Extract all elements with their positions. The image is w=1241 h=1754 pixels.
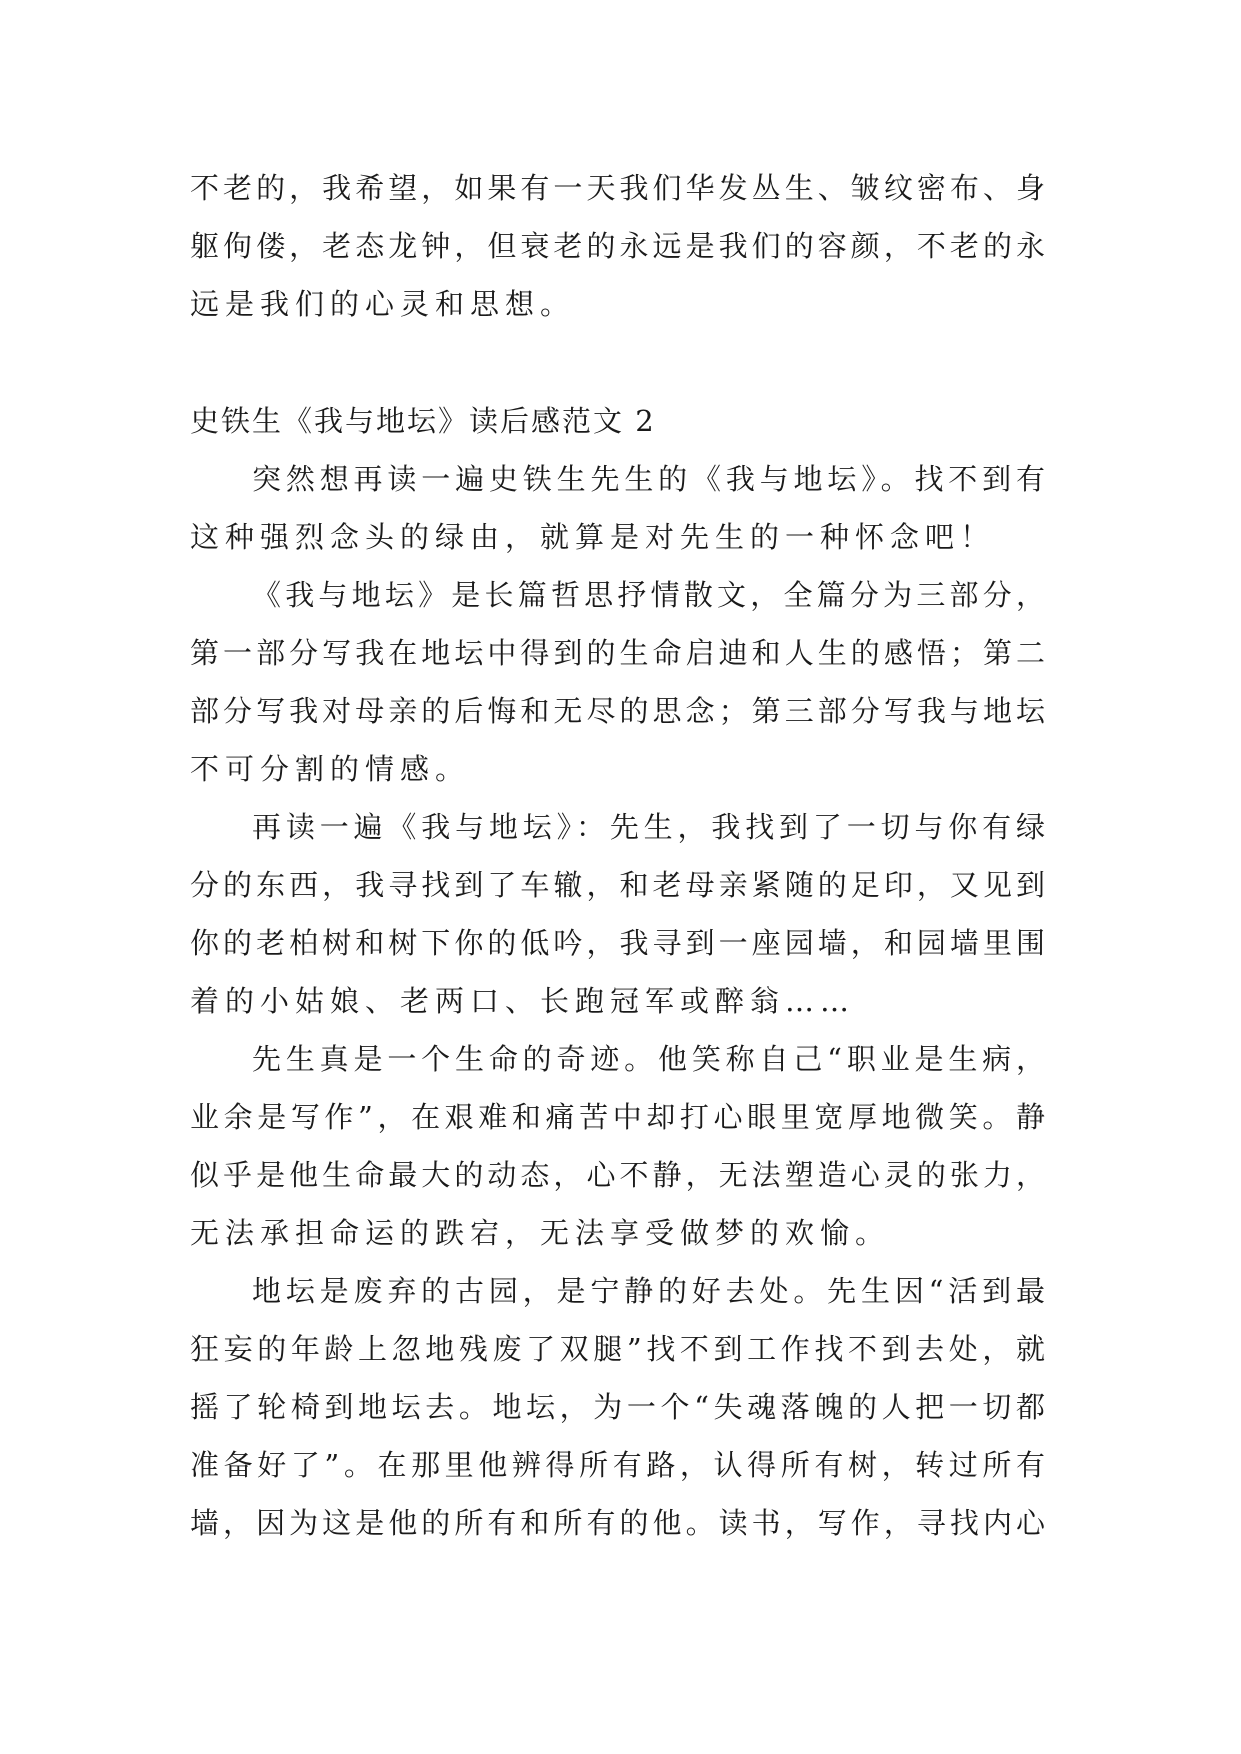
body-text-line: 似乎是他生命最大的动态，心不静，无法塑造心灵的张力， xyxy=(190,1158,1045,1192)
section-heading: 史铁生《我与地坛》读后感范文 2 xyxy=(190,404,656,438)
body-text-line: 远是我们的心灵和思想。 xyxy=(190,287,576,321)
body-text-line: 着的小姑娘、老两口、长跑冠军或醉翁…… xyxy=(190,984,856,1018)
body-text-line: 再读一遍《我与地坛》：先生，我找到了一切与你有绿 xyxy=(252,810,1045,844)
body-text-line: 第一部分写我在地坛中得到的生命启迪和人生的感悟；第二 xyxy=(190,636,1045,670)
body-text-line: 躯佝偻，老态龙钟，但衰老的永远是我们的容颜，不老的永 xyxy=(190,229,1045,263)
body-text-line: 《我与地坛》是长篇哲思抒情散文，全篇分为三部分， xyxy=(252,578,1045,612)
body-text-line: 墙，因为这是他的所有和所有的他。读书，写作，寻找内心 xyxy=(190,1506,1045,1540)
body-text-line: 不可分割的情感。 xyxy=(190,752,471,786)
body-text-line: 不老的，我希望，如果有一天我们华发丛生、皱纹密布、身 xyxy=(190,171,1045,205)
body-text-line: 摇了轮椅到地坛去。地坛，为一个“失魂落魄的人把一切都 xyxy=(190,1390,1045,1424)
body-text-line: 地坛是废弃的古园，是宁静的好去处。先生因“活到最 xyxy=(252,1274,1045,1308)
body-text-line: 先生真是一个生命的奇迹。他笑称自己“职业是生病， xyxy=(252,1042,1045,1076)
body-text-line: 这种强烈念头的绿由，就算是对先生的一种怀念吧！ xyxy=(190,520,996,554)
body-text-line: 部分写我对母亲的后悔和无尽的思念；第三部分写我与地坛 xyxy=(190,694,1045,728)
body-text-line: 无法承担命运的跌宕，无法享受做梦的欢愉。 xyxy=(190,1216,891,1250)
body-text-line: 你的老柏树和树下你的低吟，我寻到一座园墙，和园墙里围 xyxy=(190,926,1045,960)
body-text-line: 分的东西，我寻找到了车辙，和老母亲紧随的足印，又见到 xyxy=(190,868,1045,902)
body-text-line: 狂妄的年龄上忽地残废了双腿”找不到工作找不到去处，就 xyxy=(190,1332,1045,1366)
body-text-line: 突然想再读一遍史铁生先生的《我与地坛》。找不到有 xyxy=(252,462,1045,496)
body-text-line: 业余是写作”，在艰难和痛苦中却打心眼里宽厚地微笑。静 xyxy=(190,1100,1045,1134)
body-text-line: 准备好了”。在那里他辨得所有路，认得所有树，转过所有 xyxy=(190,1448,1045,1482)
